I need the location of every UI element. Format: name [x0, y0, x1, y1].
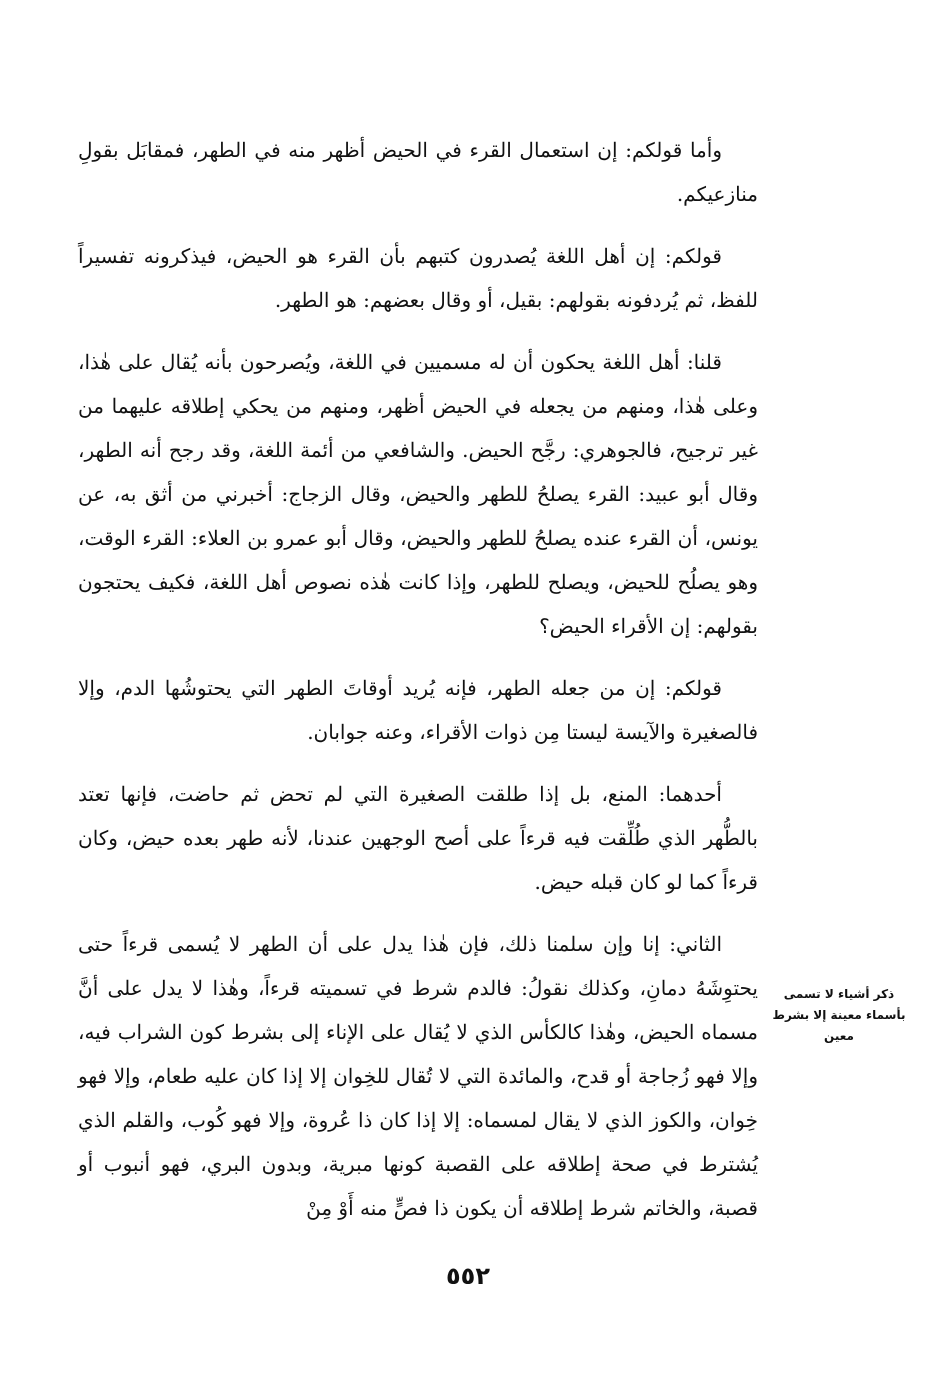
paragraph-1: وأما قولكم: إن استعمال القرء في الحيض أظهر منه في الطهر، فمقابَل بقولِ منازعيكم. [78, 138, 758, 206]
page-number: ٥٥٢ [446, 1262, 490, 1290]
main-text-block [78, 128, 758, 1248]
paragraph-2: قولكم: إن أهل اللغة يُصدرون كتبهم بأن القرء هو الحيض، فيذكرونه تفسيراً للفظ، ثم يُردفونه بقولهم: بقيل، أو وقال بعضهم: هو الطهر. [78, 244, 758, 312]
paragraph-3: قلنا: أهل اللغة يحكون أن له مسميين في اللغة، ويُصرحون بأنه يُقال على هٰذا، وعلى هٰذا، ومنهم من يجعله في الحيض أظهر، ومنهم من يحكي إطلاقه عليهما من غير ترجيح، فالجوهري: رجَّح الحيض. والشافعي من أئمة اللغة، وقد رجح أنه الطهر، وقال أبو عبيد: القرء يصلحُ للطهر والحيض، وقال الزجاج: أخبرني من أثق به، عن يونس، أن القرء عنده يصلحُ للطهر والحيض، وقال أبو عمرو بن العلاء: القرء الوقت، وهو يصلُح للحيض، ويصلح للطهر، وإذا كانت هٰذه نصوص أهل اللغة، فكيف يحتجون بقولهم: إن الأقراء الحيض؟ [78, 350, 758, 638]
paragraph-4: قولكم: إن من جعله الطهر، فإنه يُريد أوقاتَ الطهر التي يحتوشُها الدم، وإلا فالصغيرة والآيسة ليستا مِن ذوات الأقراء، وعنه جوابان. [78, 676, 758, 744]
paragraph-5: أحدهما: المنع، بل إذا طلقت الصغيرة التي لم تحض ثم حاضت، فإنها تعتد بالطُّهر الذي طُلِّقت فيه قرءاً على أصح الوجهين عندنا، لأنه طهر بعده حيض، وكان قرءاً كما لو كان قبله حيض. [78, 782, 758, 894]
paragraph-6: الثاني: إنا وإن سلمنا ذلك، فإن هٰذا يدل على أن الطهر لا يُسمى قرءاً حتى يحتوِشَهُ دمانِ، وكذلك نقولُ: فالدم شرط في تسميته قرءاً، وهٰذا لا يدل على أنَّ مسماه الحيض، وهٰذا كالكأس الذي لا يُقال على الإناء إلى بشرط كون الشراب فيه، وإلا فهو زُجاجة أو قدح، والمائدة التي لا تُقال للخِوان إلا إذا كان عليه طعام، وإلا فهو خِوان، والكوز الذي لا يقال لمسماه: إلا إذا كان ذا عُروة، وإلا فهو كُوب، والقلم الذي يُشترط في صحة إطلاقه على القصبة كونها مبرية، وبدون البري، فهو أنبوب أو قصبة، والخاتم شرط إطلاقه أن يكون ذا فصٍّ منه أَوْ مِنْ [78, 932, 758, 1220]
margin-note: ذكر أشياء لا تسمى بأسماء معينة إلا بشرط معين [772, 987, 906, 1043]
